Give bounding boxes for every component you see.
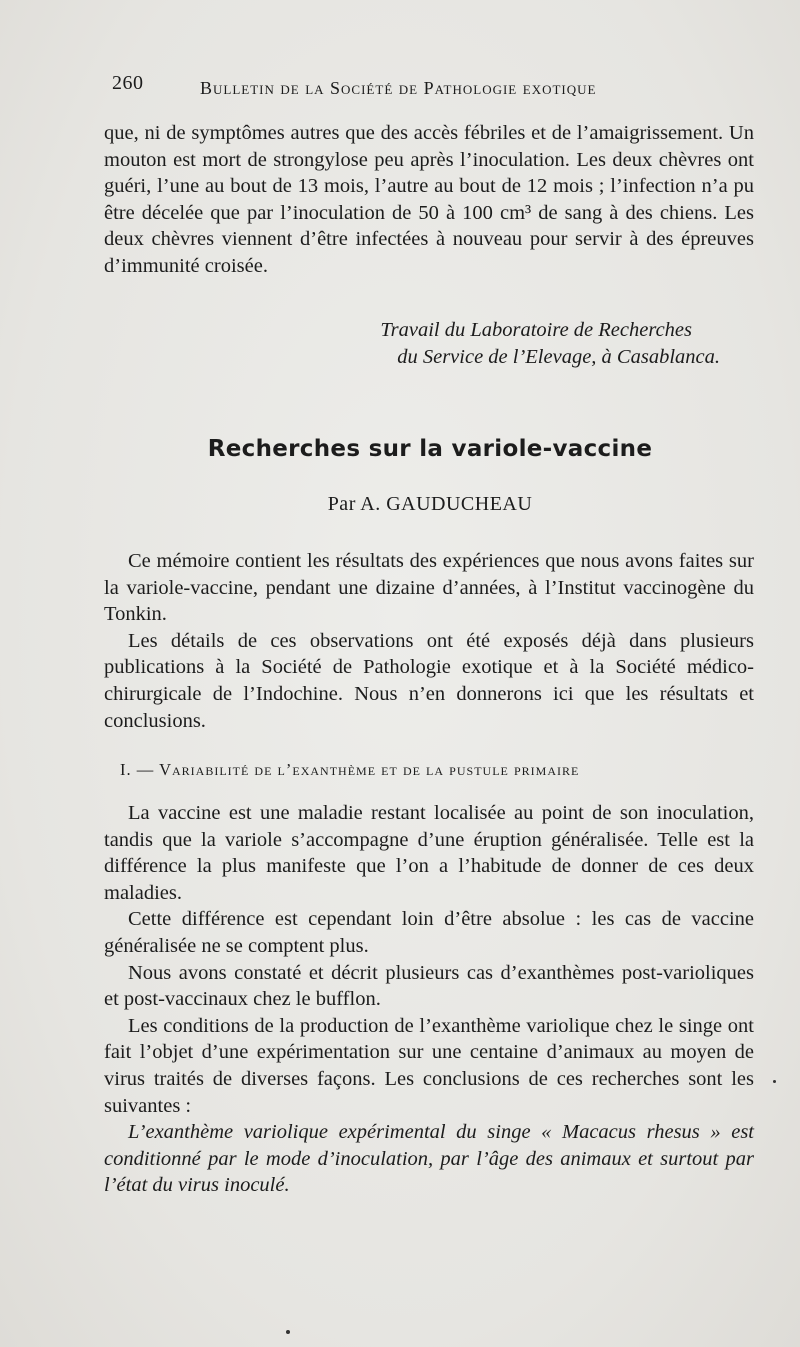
continued-paragraph bbox=[104, 120, 754, 280]
section-heading: I. — Variabilité de l’exanthème et de la pustule primaire bbox=[120, 760, 580, 779]
page-number: 260 bbox=[112, 72, 144, 94]
ink-speck bbox=[286, 1330, 290, 1334]
intro-paragraph-1: Ce mémoire contient les résultats des expériences que nous avons faites sur la variole-vaccine, pendant une dizaine d’années, à l’Institut vaccinogène du Tonkin. bbox=[104, 550, 754, 626]
section-paragraph-1: La vaccine est une maladie restant localisée au point de son inoculation, tandis que la variole s’accompagne d’une éruption généralisée. Telle est la différence la plus manifeste que l’on a l’habitude de donner de ces deux maladies. bbox=[104, 802, 754, 904]
section-paragraph-3: Nous avons constaté et décrit plusieurs cas d’exanthèmes post-varioliques et post-vaccinaux chez le bufflon. bbox=[104, 961, 754, 1011]
section-italic-paragraph: L’exanthème variolique expérimental du singe « Macacus rhesus » est conditionné par le mode d’inoculation, par l’âge des animaux et surtout par l’état du virus inoculé. bbox=[104, 1121, 754, 1197]
affiliation-line-2: du Service de l’Elevage, à Casablanca. bbox=[397, 346, 720, 368]
affiliation-line-1: Travail du Laboratoire de Recherches bbox=[380, 319, 692, 341]
page-header bbox=[112, 70, 682, 100]
section-paragraph-4: Les conditions de la production de l’exanthème variolique chez le singe ont fait l’objet d’une expérimentation sur une centaine d’animaux au moyen de virus traités de diverses façons. Les conclusions de ces recherches sont les suivantes : bbox=[104, 1014, 754, 1117]
article-author: Par A. GAUDUCHEAU bbox=[327, 493, 533, 515]
section-body bbox=[104, 800, 754, 1199]
running-head: Bulletin de la Société de Pathologie exotique bbox=[200, 78, 597, 98]
article-title: Recherches sur la variole-vaccine bbox=[207, 436, 653, 462]
intro-paragraph-2: Les détails de ces observations ont été exposés déjà dans plusieurs publications à la Société de Pathologie exotique et à la Société médico-chirurgicale de l’Indochine. Nous n’en donnerons ici que les résultats et conclusions. bbox=[104, 629, 754, 732]
intro-section bbox=[104, 548, 754, 734]
continued-text: que, ni de symptômes autres que des accès fébriles et de l’amaigrissement. Un mouton est mort de strongylose peu après l’inoculation. Les deux chèvres ont guéri, l’une au bout de 13 mois, l’autre au bout de 12 mois ; l’infection n’a pu être décelée que par l’inoculation de 50 à 100 cm³ de sang à des chiens. Les deux chèvres viennent d’être infectées à nouveau pour servir à des épreuves d’immunité croisée. bbox=[104, 122, 754, 277]
section-paragraph-2: Cette différence est cependant loin d’être absolue : les cas de vaccine généralisée ne se comptent plus. bbox=[104, 908, 754, 957]
ink-speck bbox=[773, 1080, 776, 1083]
affiliation bbox=[300, 317, 720, 371]
